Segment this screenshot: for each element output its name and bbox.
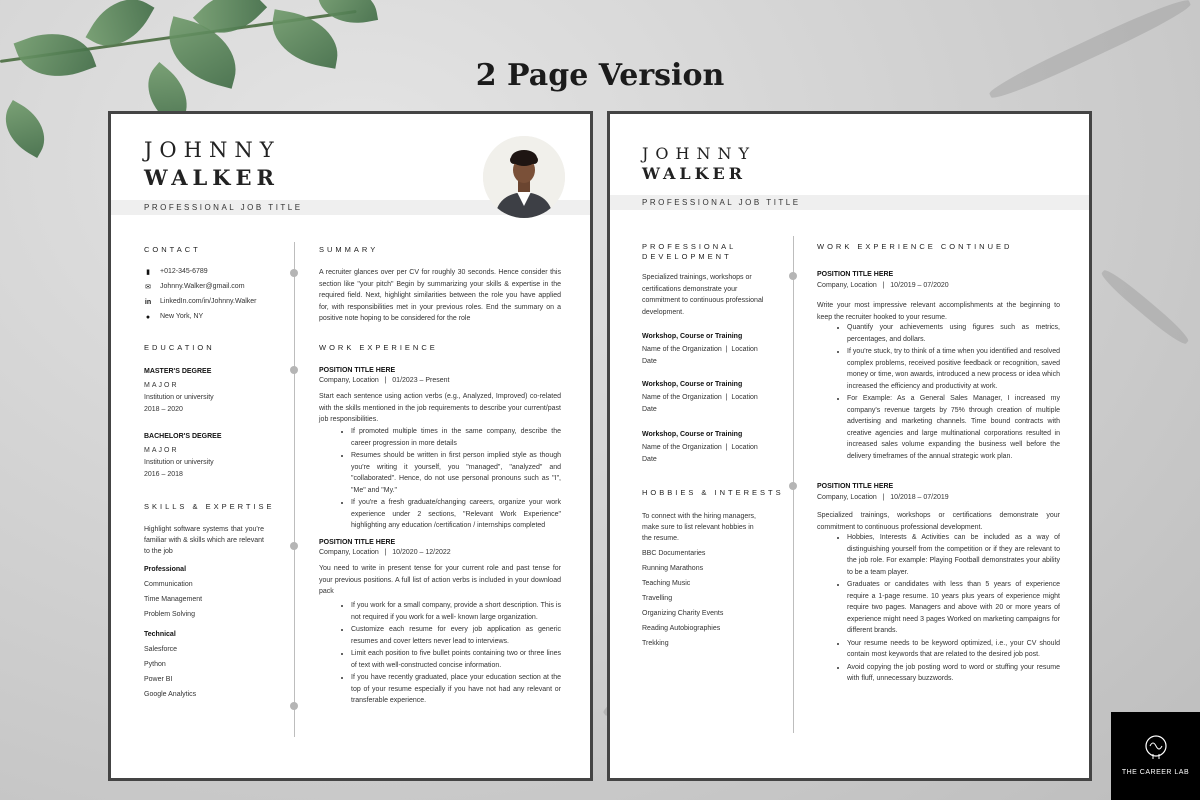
bullet-item: • If you're a fresh graduate/changing careers, organize your work experience under 2 sections, "Relevant Work Experience" highlighting any education /certification / internships completed (351, 497, 561, 532)
summary-title: SUMMARY (319, 245, 379, 254)
position-description: Start each sentence using action verbs (e.g., Analyzed, Improved) co-related with the skills mentioned in the job requirements to describe your current/past job responsibilities. (319, 393, 561, 423)
skills-intro: Highlight software systems that you're familiar with & skills which are relevant to the job (144, 526, 264, 555)
bullet-item: • If you have recently graduated, place your education section at the top of your resume especially if you have not had any relevant or transferable experience. (351, 672, 561, 707)
hobby-item: Organizing Charity Events (642, 610, 724, 617)
years-1: 2018 – 2020 (144, 406, 183, 413)
job-title: PROFESSIONAL JOB TITLE (642, 198, 801, 207)
skill-item: Power BI (144, 676, 173, 683)
position-title: POSITION TITLE HERE (319, 367, 396, 374)
position-meta: Company, Location | 10/2020 – 12/2022 (319, 549, 451, 556)
skills-title: SKILLS & EXPERTISE (144, 502, 275, 511)
linkedin-icon: in (144, 298, 152, 306)
timeline-dot (290, 366, 298, 374)
timeline-line (294, 242, 295, 737)
position-bullets (329, 600, 561, 708)
position-meta: Company, Location | 10/2018 – 07/2019 (817, 494, 949, 501)
position-bullets (329, 426, 561, 533)
work-continued-title: WORK EXPERIENCE CONTINUED (817, 242, 1013, 251)
position-description: Write your most impressive relevant accomplishments at the beginning to keep the recruiter hooked to your resume. (817, 302, 1060, 321)
hobby-item: Teaching Music (642, 580, 691, 587)
email-icon: ✉ (145, 284, 151, 291)
hobby-item: BBC Documentaries (642, 550, 706, 557)
bullet-item: • If promoted multiple times in the same company, describe the career progression in more details (351, 426, 561, 449)
skill-item: Salesforce (144, 646, 178, 653)
training-date: Date (642, 406, 657, 413)
location-pin-icon: ● (145, 313, 151, 321)
skills-technical-title: Technical (144, 631, 176, 638)
bullet-item: • For Example: As a General Sales Manager, I increased my company's revenue targets by 75% through creation of multiple advertising and marketing channels. Time bound contracts with creative agencies and large multinational corporations resulted in increased sales volume expanding the business well before the delivery timeframes of the annual strategic work plan. (847, 393, 1060, 462)
timeline-dot (290, 702, 298, 710)
training-org: Name of the Organization | Location (642, 346, 758, 353)
job-title: PROFESSIONAL JOB TITLE (144, 203, 303, 212)
profile-photo (483, 136, 565, 218)
logo-text: THE CAREER LAB (1121, 769, 1190, 776)
training-org: Name of the Organization | Location (642, 394, 758, 401)
training-name: Workshop, Course or Training (642, 381, 743, 388)
contact-linkedin: LinkedIn.com/in/Johnny.Walker (160, 298, 257, 305)
last-name: WALKER (144, 165, 280, 190)
position-description: Specialized trainings, workshops or certifications demonstrate your commitment to continuous professional development. (817, 512, 1060, 531)
first-name: JOHNNY (144, 138, 281, 162)
training-org: Name of the Organization | Location (642, 444, 758, 451)
training-date: Date (642, 358, 657, 365)
hobby-item: Reading Autobiographies (642, 625, 721, 632)
major-1: MAJOR (144, 382, 179, 389)
degree-2: BACHELOR'S DEGREE (144, 433, 222, 440)
education-title: EDUCATION (144, 343, 215, 352)
bullet-item: • Limit each position to five bullet points containing two or three lines of text with well-constructed concise information. (351, 648, 561, 671)
position-bullets (825, 322, 1060, 463)
bullet-item: • Your resume needs to be keyword optimized, i.e., your CV should contain most keywords that are related to the desired job post. (847, 638, 1060, 661)
degree-1: MASTER'S DEGREE (144, 368, 212, 375)
skills-professional-title: Professional (144, 566, 187, 573)
resume-page-2 (607, 111, 1092, 781)
training-name: Workshop, Course or Training (642, 333, 743, 340)
person-portrait-icon (483, 136, 565, 218)
position-meta: Company, Location | 01/2023 – Present (319, 377, 450, 384)
skill-item: Python (144, 661, 166, 668)
timeline-dot (290, 269, 298, 277)
position-title: POSITION TITLE HERE (319, 539, 396, 546)
bullet-item: • Hobbies, Interests & Activities can be included as a way of distinguishing yourself from the competition or if they are relevant to the job role. For example: Playing Football demonstrates your ability to be a team player. (847, 532, 1060, 578)
summary-text: A recruiter glances over per CV for roughly 30 seconds. Hence consider this section like "your pitch" Begin by summarizing your skills & expertise in the required field. Next, highlight similarities between the role you have applied for, with responsibilities met in your previous roles. End the summary on a positive note hoping to be considered for the role (319, 269, 561, 322)
position-title: POSITION TITLE HERE (817, 483, 894, 490)
bullet-item: • Graduates or candidates with less than 5 years of experience require a 1-page resume. 10 years plus years of experience might require two pages. Managers and above with 20 or more years of experience might need 3 pages Worked on marketing campaigns for different brands. (847, 579, 1060, 637)
contact-phone: +012-345-6789 (160, 268, 208, 275)
bullet-item: • Quantify your achievements using figures such as metrics, percentages, and dollars. (847, 322, 1060, 345)
position-meta: Company, Location | 10/2019 – 07/2020 (817, 282, 949, 289)
timeline-dot (789, 272, 797, 280)
career-lab-logo (1111, 712, 1200, 800)
hobbies-intro: To connect with the hiring managers, make sure to list relevant hobbies in the resume. (642, 513, 757, 542)
position-title: POSITION TITLE HERE (817, 271, 894, 278)
school-2: Institution or university (144, 459, 214, 466)
bullet-item: • If you work for a small company, provide a short description. This is not required if you work for a well- known large organization. (351, 600, 561, 623)
prodev-title-line1: PROFESSIONAL (642, 242, 737, 251)
first-name: JOHNNY (642, 144, 757, 163)
hobby-item: Running Marathons (642, 565, 704, 572)
bullet-item: • Avoid copying the job posting word to word or stuffing your resume with fluff, unnecessary buzzwords. (847, 662, 1060, 685)
page-heading: 2 Page Version (475, 58, 725, 93)
skill-item: Problem Solving (144, 611, 195, 618)
timeline-dot (290, 542, 298, 550)
bullet-item: • If you're stuck, try to think of a time when you identified and resolved complex problems, received positive feedback or recognition, saved money or time, won awards, introduced a new process or idea which increased the efficiency and productivity at work. (847, 346, 1060, 392)
brain-head-icon (1141, 732, 1171, 762)
skill-item: Communication (144, 581, 193, 588)
position-description: You need to write in present tense for your current role and past tense for your previous positions. A full list of action verbs is included in your download pack (319, 565, 561, 595)
position-bullets (825, 532, 1060, 686)
hobby-item: Trekking (642, 640, 669, 647)
school-1: Institution or university (144, 394, 214, 401)
years-2: 2016 – 2018 (144, 471, 183, 478)
skill-item: Google Analytics (144, 691, 197, 698)
phone-icon: ▮ (146, 269, 150, 276)
contact-location: New York, NY (160, 313, 204, 320)
bullet-item: • Customize each resume for every job application as generic resumes and cover letters never lead to interviews. (351, 624, 561, 647)
prodev-title-line2: DEVELOPMENT (642, 252, 732, 261)
major-2: MAJOR (144, 447, 179, 454)
work-experience-title: WORK EXPERIENCE (319, 343, 438, 352)
skill-item: Time Management (144, 596, 203, 603)
last-name: WALKER (642, 164, 747, 183)
contact-email: Johnny.Walker@gmail.com (160, 283, 245, 290)
contact-title: CONTACT (144, 245, 201, 254)
hobbies-title: HOBBIES & INTERESTS (642, 488, 784, 497)
training-date: Date (642, 456, 657, 463)
hobby-item: Travelling (642, 595, 673, 602)
timeline-dot (789, 482, 797, 490)
training-name: Workshop, Course or Training (642, 431, 743, 438)
resume-page-1 (108, 111, 593, 781)
prodev-intro: Specialized trainings, workshops or certifications demonstrate your commitment to continuous professional development. (642, 274, 764, 316)
bullet-item: • Resumes should be written in first person implied style as though you're writing it yourself, you "managed", "analyzed" and "collaborated". Hence, do not use personal pronouns such as "I", "Me" and "My." (351, 450, 561, 496)
